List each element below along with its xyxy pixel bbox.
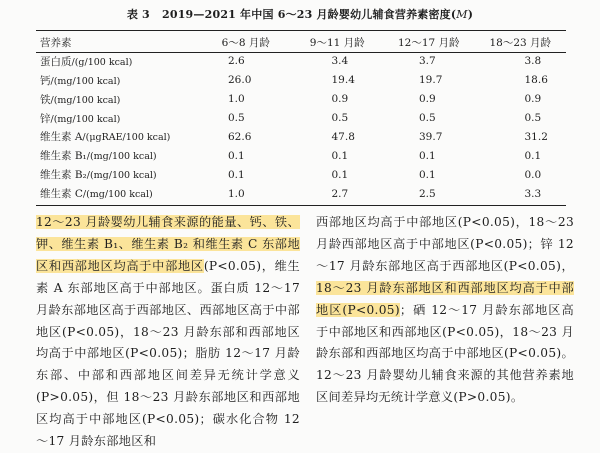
nutrient-unit: /(mg/100 kcal) — [50, 75, 121, 87]
nutrient-name-cell — [36, 52, 200, 71]
value-cell: 0.1 — [228, 168, 245, 181]
body-text: ；硒 12～17 月龄东部地区高于中部地区和西部地区(P<0.05)，18～23 月龄东部和西部地区均高于中部地区(P<0.05)。12～23 月龄婴幼儿辅食来源的其他营养素地区间差异均无统计学意义(P>0.05)。 — [316, 302, 574, 405]
value-cell: 1.0 — [228, 187, 245, 200]
value-cell: 0.5 — [524, 112, 542, 124]
value-cell: 1.0 — [228, 93, 245, 106]
table-caption-close: ) — [467, 8, 474, 21]
value-cell: 3.4 — [331, 55, 349, 68]
header-cell: 18～23 月龄 — [489, 36, 552, 49]
value-cell: 0.9 — [419, 93, 436, 106]
value-cell: 19.7 — [419, 74, 443, 87]
table-caption-title: 2019—2021 年中国 6～23 月龄婴幼儿辅食营养素密度( — [162, 8, 457, 21]
table-caption-var: M — [456, 8, 468, 21]
table-row — [36, 165, 566, 184]
body-text: (P<0.05)，维生素 A 东部地区高于中部地区。蛋白质 12～17 月龄东部地区高于西部地区、西部地区高于中部地区(P<0.05)，18～23 月龄东部和西部地区均高于中部地区(P<0.05)；脂肪 12～17 月龄东部、中部和西部地区间差异无统计学意义(P>0.05)，但 18～23 月龄东部地区和西部地区均高于中部地区(P<0.05)；碳水化合物 12～17 月龄东部地区和 — [36, 258, 300, 449]
value-cell: 62.6 — [228, 130, 252, 143]
nutrient-name: 维生素 C — [40, 188, 83, 201]
value-cell: 47.8 — [331, 130, 355, 143]
table-caption-label: 表 3 — [126, 8, 150, 21]
nutrient-name-cell — [36, 71, 200, 90]
header-cell: 营养素 — [40, 36, 72, 49]
header-cell: 9～11 月龄 — [309, 36, 365, 49]
nutrient-unit: /(mg/100 kcal) — [82, 189, 153, 201]
value-cell: 3.8 — [524, 55, 542, 68]
nutrient-unit: /(g/100 kcal) — [71, 56, 133, 68]
value-cell: 2.6 — [228, 55, 245, 68]
nutrient-name: 锌 — [40, 112, 51, 125]
value-cell: 3.7 — [419, 55, 436, 68]
nutrient-name-cell — [36, 146, 200, 165]
highlighted-text: 18～23 月龄东部地区和西部地区均高于中部地区(P<0.05) — [316, 280, 574, 317]
nutrient-name: 蛋白质 — [40, 55, 72, 68]
nutrient-unit: /(mg/100 kcal) — [86, 151, 157, 163]
value-cell: 0.5 — [419, 112, 436, 124]
nutrient-name-cell — [36, 184, 200, 203]
value-cell: 0.0 — [524, 168, 542, 181]
nutrient-name-cell — [36, 90, 200, 109]
header-cell: 6～8 月龄 — [221, 36, 270, 49]
value-cell: 18.6 — [524, 74, 548, 87]
value-cell: 0.1 — [524, 149, 542, 162]
nutrient-name-cell — [36, 165, 200, 184]
table-row — [36, 109, 566, 128]
value-cell: 0.1 — [331, 149, 349, 162]
body-text-left-column — [36, 212, 300, 453]
value-cell: 2.7 — [331, 187, 349, 200]
value-cell: 0.1 — [419, 168, 436, 181]
nutrient-name: 维生素 B₁ — [40, 150, 87, 163]
value-cell: 3.3 — [524, 187, 542, 200]
body-text: 西部地区均高于中部地区(P<0.05)，18～23 月龄西部地区高于中部地区(P<0.05)；锌 12～17 月龄东部地区高于西部地区(P<0.05)， — [316, 215, 574, 273]
value-cell: 0.9 — [524, 93, 542, 106]
value-cell: 2.5 — [419, 187, 436, 200]
value-cell: 26.0 — [228, 74, 252, 87]
nutrient-name: 铁 — [40, 93, 51, 106]
table-row — [36, 146, 566, 165]
value-cell: 31.2 — [524, 130, 548, 143]
value-cell: 0.9 — [331, 93, 349, 106]
value-cell: 0.5 — [228, 112, 245, 124]
header-cell: 12～17 月龄 — [397, 36, 460, 49]
value-cell: 0.1 — [419, 149, 436, 162]
table-row — [36, 184, 566, 203]
value-cell: 0.1 — [331, 168, 349, 181]
nutrient-unit: /(mg/100 kcal) — [86, 170, 157, 182]
table-header-row — [36, 33, 566, 52]
value-cell: 0.1 — [228, 149, 245, 162]
nutrient-name: 钙 — [40, 74, 51, 87]
nutrient-unit: /(mg/100 kcal) — [50, 94, 121, 106]
table-row — [36, 127, 566, 146]
nutrient-unit: /(mg/100 kcal) — [50, 113, 121, 125]
nutrient-density-table — [36, 33, 566, 203]
nutrient-name: 维生素 A — [40, 131, 83, 144]
table-row — [36, 52, 566, 71]
value-cell: 19.4 — [331, 74, 355, 87]
table-row — [36, 71, 566, 90]
table-top-rule — [36, 30, 566, 31]
nutrient-name: 维生素 B₂ — [40, 169, 87, 182]
body-text-right-column — [316, 212, 574, 409]
nutrient-unit: /(μgRAE/100 kcal) — [82, 132, 171, 144]
value-cell: 0.5 — [331, 112, 349, 124]
highlighted-text: 12～23 月龄婴幼儿辅食来源的能量、钙、铁、钾、维生素 B₁、维生素 B₂ 和维生素 C 东部地区和西部地区均高于中部地区 — [36, 215, 300, 273]
table-row — [36, 90, 566, 109]
table-caption — [0, 6, 600, 22]
nutrient-name-cell — [36, 109, 200, 128]
value-cell: 39.7 — [419, 130, 443, 143]
table-bottom-rule — [36, 205, 566, 206]
nutrient-name-cell — [36, 127, 200, 146]
